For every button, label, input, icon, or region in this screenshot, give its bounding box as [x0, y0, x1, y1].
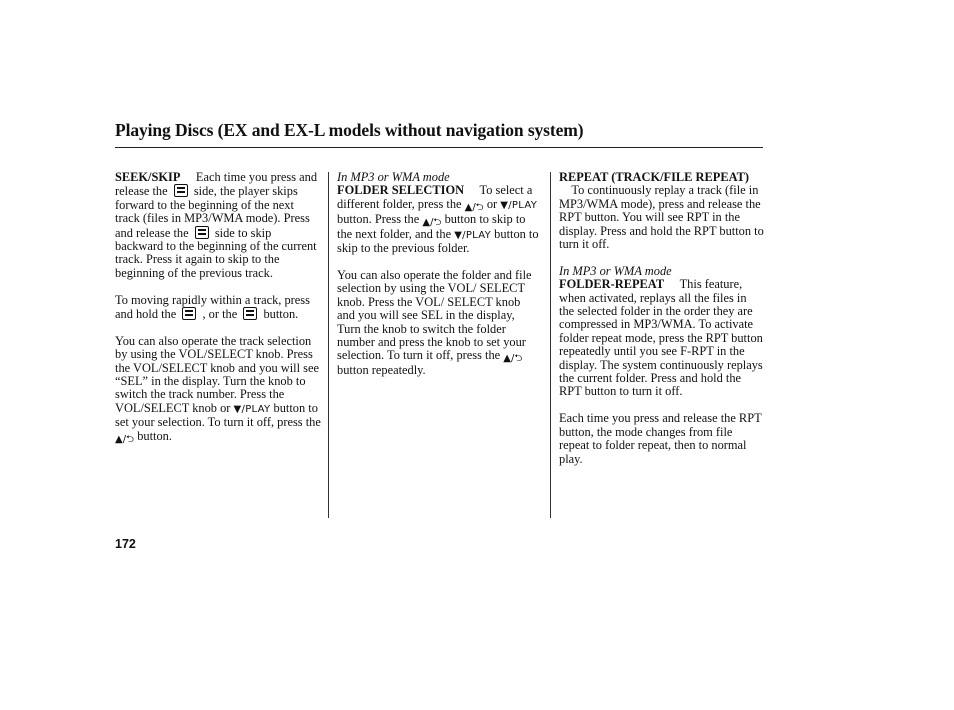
seek-skip-heading: SEEK/SKIP — [115, 170, 181, 184]
folder-knob-paragraph: You can also operate the folder and file selection by using the VOL/ SELECT knob. Press the VOL/ SELECT knob and you will see SEL in the display, Turn the knob to switch the folder number and press the knob to set your selection. To turn it off, press the ▲/⮌ button repeatedly. — [337, 268, 532, 378]
down-play-icon: ▼/PLAY — [500, 199, 538, 211]
repeat-paragraph: REPEAT (TRACK/FILE REPEAT) To continuously replay a track (file in MP3/WMA mode), press and release the RPT button. You will see RPT in the display. Press and hold the RPT button to turn it off. — [559, 170, 764, 252]
up-back-icon: ▲/⮌ — [115, 433, 135, 445]
fast-seek-paragraph: To moving rapidly within a track, press and hold the , or the button. — [115, 292, 310, 322]
skip-back-icon — [195, 226, 209, 239]
folder-selection-heading: FOLDER SELECTION — [337, 183, 465, 198]
page-title: Playing Discs (EX and EX-L models without navigation system) — [115, 120, 584, 140]
folder-selection-paragraph: FOLDER SELECTION To select a different folder, press the ▲/⮌ or ▼/PLAY button. Press the ▲/⮌ button to skip to the next folder, and the ▼/PLAY button to skip to the previous folder. — [337, 183, 539, 256]
column-seek-skip — [115, 171, 321, 458]
down-play-icon: ▼/PLAY — [454, 229, 492, 241]
repeat-mode-cycle-paragraph: Each time you press and release the RPT button, the mode changes from file repeat to folder repeat, then to normal play. — [559, 411, 762, 466]
skip-back-icon — [243, 307, 257, 320]
title-divider — [115, 147, 763, 148]
up-back-icon: ▲/⮌ — [422, 216, 442, 228]
up-back-icon: ▲/⮌ — [464, 201, 484, 213]
page-number: 172 — [115, 537, 136, 551]
repeat-heading: REPEAT (TRACK/FILE REPEAT) — [559, 170, 750, 184]
column-divider-2 — [550, 172, 551, 518]
folder-repeat-heading: FOLDER-REPEAT — [559, 277, 665, 292]
column-repeat — [559, 171, 764, 479]
folder-repeat-paragraph: FOLDER-REPEAT This feature, when activated, replays all the files in the selected folder in the order they are compressed in MP3/WMA. To activate folder repeat mode, press the RPT button repeatedly until you see F-RPT in the display. The system continuously replays the current folder. Press and hold the RPT button to turn it off. — [559, 277, 763, 399]
track-select-paragraph: You can also operate the track selection by using the VOL/SELECT knob. Press the VOL/SELECT knob and you will see “SEL” in the display. Turn the knob to switch the track number. Press the VOL/SELECT knob or ▼/PLAY button to set your selection. To turn it off, press the ▲/⮌ button. — [115, 333, 321, 445]
seek-skip-paragraph: SEEK/SKIP Each time you press and release the side, the player skips forward to the beginning of the next track (files in MP3/WMA mode). Press and release the side to skip backward to the beginning of the current track. Press it again to skip to the beginning of the previous track. — [115, 170, 318, 280]
mode-label: In MP3 or WMA mode — [559, 263, 672, 278]
mode-label: In MP3 or WMA mode — [337, 170, 450, 184]
skip-forward-icon — [182, 307, 196, 320]
up-back-icon: ▲/⮌ — [503, 353, 523, 365]
column-divider-1 — [328, 172, 329, 518]
column-folder-selection — [337, 171, 539, 391]
skip-forward-icon — [174, 184, 188, 197]
down-play-icon: ▼/PLAY — [233, 403, 271, 415]
